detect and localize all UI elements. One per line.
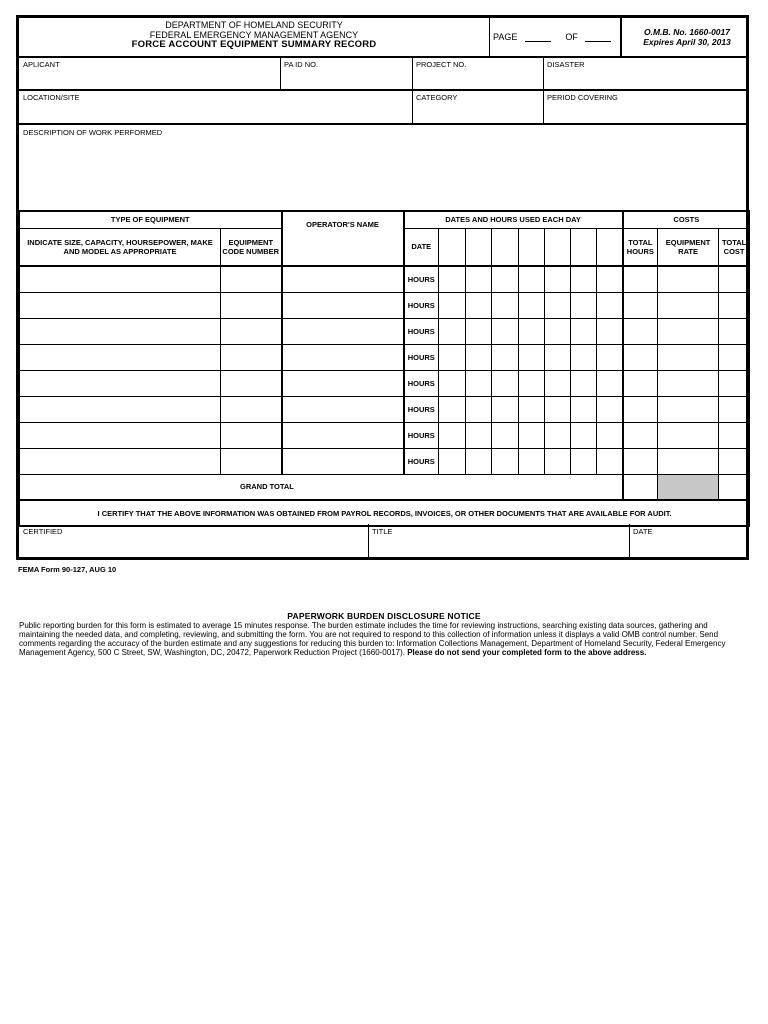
total-cost-cell[interactable] xyxy=(719,422,750,448)
grand-total-cost-cell[interactable] xyxy=(719,474,750,500)
table-row xyxy=(20,448,750,474)
equipment-rate-cell[interactable] xyxy=(658,370,719,396)
hours-cell[interactable] xyxy=(597,448,623,474)
table-row xyxy=(20,318,750,344)
equipment-code-cell[interactable] xyxy=(221,344,282,370)
table-row xyxy=(20,266,750,292)
equipment-description-cell[interactable] xyxy=(20,422,221,448)
hours-cell[interactable] xyxy=(466,344,492,370)
hours-cell[interactable] xyxy=(492,318,519,344)
period-covering-field[interactable] xyxy=(544,91,749,123)
equipment-rate-header: EQUIPMENT RATE xyxy=(658,228,719,266)
hours-cell[interactable] xyxy=(492,292,519,318)
omb-number: O.M.B. No. 1660-0017 xyxy=(644,27,730,37)
hours-label: HOURS xyxy=(404,292,439,318)
equipment-description-cell[interactable] xyxy=(20,266,221,292)
omb-expiration: Expires April 30, 2013 xyxy=(643,37,731,47)
notice-title: PAPERWORK BURDEN DISCLOSURE NOTICE xyxy=(287,611,481,621)
certified-label: CERTIFIED xyxy=(23,527,63,536)
hours-cell[interactable] xyxy=(571,344,597,370)
hours-cell[interactable] xyxy=(571,370,597,396)
date-cell[interactable] xyxy=(571,228,597,266)
location-row xyxy=(19,91,746,125)
dates-hours-header: DATES AND HOURS USED EACH DAY xyxy=(404,211,623,228)
hours-cell[interactable] xyxy=(545,344,571,370)
operators-name-header: OPERATOR'S NAME xyxy=(282,211,404,266)
equipment-rate-cell[interactable] xyxy=(658,318,719,344)
equipment-code-header: EQUIPMENT CODE NUMBER xyxy=(221,228,282,266)
agency-name: FEDERAL EMERGENCY MANAGEMENT AGENCY xyxy=(149,30,359,40)
total-cost-cell[interactable] xyxy=(719,292,750,318)
signature-row xyxy=(19,524,746,557)
equipment-rate-cell[interactable] xyxy=(658,292,719,318)
hours-label: HOURS xyxy=(404,344,439,370)
hours-label: HOURS xyxy=(404,422,439,448)
operator-name-cell[interactable] xyxy=(282,266,404,292)
equipment-rate-cell[interactable] xyxy=(658,396,719,422)
hours-label: HOURS xyxy=(404,318,439,344)
period-covering-label: PERIOD COVERING xyxy=(547,93,618,102)
certification-row xyxy=(20,500,750,526)
category-field[interactable] xyxy=(413,91,543,123)
date-cell[interactable] xyxy=(466,228,492,266)
hours-cell[interactable] xyxy=(519,266,545,292)
title-label: TITLE xyxy=(372,527,393,536)
equipment-code-cell[interactable] xyxy=(221,422,282,448)
table-row xyxy=(20,344,750,370)
equipment-rate-cell[interactable] xyxy=(658,344,719,370)
total-hours-cell[interactable] xyxy=(623,292,658,318)
operator-name-cell[interactable] xyxy=(282,370,404,396)
pa-id-field[interactable] xyxy=(281,58,412,89)
certified-field[interactable] xyxy=(19,524,368,557)
applicant-field[interactable] xyxy=(19,58,280,89)
table-row xyxy=(20,396,750,422)
hours-cell[interactable] xyxy=(492,266,519,292)
total-cost-cell[interactable] xyxy=(719,396,750,422)
page-label: PAGE xyxy=(493,32,518,42)
operator-name-cell[interactable] xyxy=(282,422,404,448)
operator-name-cell[interactable] xyxy=(282,292,404,318)
table-row xyxy=(20,370,750,396)
total-hours-header: TOTAL HOURS xyxy=(623,228,658,266)
operator-name-cell[interactable] xyxy=(282,318,404,344)
hours-cell[interactable] xyxy=(545,448,571,474)
hours-cell[interactable] xyxy=(545,370,571,396)
hours-label: HOURS xyxy=(404,266,439,292)
pa-id-label: PA ID NO. xyxy=(284,60,319,69)
description-field[interactable] xyxy=(19,125,746,210)
equipment-rate-cell[interactable] xyxy=(658,266,719,292)
form-title: FORCE ACCOUNT EQUIPMENT SUMMARY RECORD xyxy=(131,39,377,50)
grand-total-label: GRAND TOTAL xyxy=(20,474,623,500)
operator-name-cell[interactable] xyxy=(282,448,404,474)
costs-header: COSTS xyxy=(623,211,750,228)
total-cost-cell[interactable] xyxy=(719,370,750,396)
hours-cell[interactable] xyxy=(439,318,466,344)
date-cell[interactable] xyxy=(545,228,571,266)
hours-cell[interactable] xyxy=(492,422,519,448)
hours-cell[interactable] xyxy=(492,344,519,370)
date-cell[interactable] xyxy=(597,228,623,266)
hours-cell[interactable] xyxy=(597,318,623,344)
hours-label: HOURS xyxy=(404,448,439,474)
page-total-blank[interactable] xyxy=(585,32,611,42)
hours-cell[interactable] xyxy=(545,292,571,318)
date-label: DATE xyxy=(633,527,653,536)
hours-cell[interactable] xyxy=(466,292,492,318)
operator-name-cell[interactable] xyxy=(282,344,404,370)
department-name: DEPARTMENT OF HOMELAND SECURITY xyxy=(165,20,343,30)
form-title-block xyxy=(19,20,489,50)
page-number-blank[interactable] xyxy=(525,32,551,42)
notice-body xyxy=(19,621,747,657)
hours-cell[interactable] xyxy=(571,422,597,448)
hours-cell[interactable] xyxy=(571,448,597,474)
total-hours-cell[interactable] xyxy=(623,318,658,344)
hours-cell[interactable] xyxy=(466,448,492,474)
hours-cell[interactable] xyxy=(519,318,545,344)
hours-cell[interactable] xyxy=(466,422,492,448)
table-header-row-1 xyxy=(20,211,750,228)
hours-cell[interactable] xyxy=(545,422,571,448)
hours-cell[interactable] xyxy=(519,292,545,318)
applicant-label: APLICANT xyxy=(23,60,60,69)
disaster-label: DISASTER xyxy=(547,60,585,69)
hours-cell[interactable] xyxy=(597,344,623,370)
date-cell[interactable] xyxy=(492,228,519,266)
grand-total-row xyxy=(20,474,750,500)
equipment-description-cell[interactable] xyxy=(20,344,221,370)
disaster-field[interactable] xyxy=(544,58,749,89)
applicant-row xyxy=(19,58,746,91)
hours-cell[interactable] xyxy=(545,318,571,344)
equipment-code-cell[interactable] xyxy=(221,266,282,292)
equipment-description-cell[interactable] xyxy=(20,448,221,474)
form-identifier: FEMA Form 90-127, AUG 10 xyxy=(18,565,117,574)
equipment-rate-cell[interactable] xyxy=(658,448,719,474)
hours-cell[interactable] xyxy=(571,292,597,318)
notice-text: Public reporting burden for this form is estimated to average 15 minutes response. The burden estimate includes the time for reviewing instructions, searching existing data sources, gathering and maintaining the needed data, and completing, reviewing, and submitting the form. You are not required to respond to this collection of information unless it displays a valid OMB control number. Send comments regarding the accuracy of the burden estimate and any suggestions for reducing this burden to: Information Collections Management, Department of Homeland Security, Federal Emergency Management Agency, 500 C Street, SW, Washington, DC, 20472, Paperwork Reduction Project (1660-0017). xyxy=(19,621,726,657)
hours-cell[interactable] xyxy=(439,266,466,292)
total-hours-cell[interactable] xyxy=(623,344,658,370)
title-field[interactable] xyxy=(369,524,629,557)
hours-cell[interactable] xyxy=(571,396,597,422)
hours-cell[interactable] xyxy=(519,396,545,422)
hours-cell[interactable] xyxy=(519,370,545,396)
equipment-code-cell[interactable] xyxy=(221,292,282,318)
hours-cell[interactable] xyxy=(597,292,623,318)
hours-cell[interactable] xyxy=(571,266,597,292)
grand-total-rate-cell xyxy=(658,474,719,500)
hours-cell[interactable] xyxy=(439,448,466,474)
hours-cell[interactable] xyxy=(439,396,466,422)
hours-cell[interactable] xyxy=(466,318,492,344)
operator-name-cell[interactable] xyxy=(282,396,404,422)
total-cost-cell[interactable] xyxy=(719,318,750,344)
omb-number-block xyxy=(622,27,752,47)
grand-total-hours-cell[interactable] xyxy=(623,474,658,500)
total-hours-cell[interactable] xyxy=(623,370,658,396)
date-cell[interactable] xyxy=(519,228,545,266)
description-label: DESCRIPTION OF WORK PERFORMED xyxy=(23,128,163,137)
equipment-description-cell[interactable] xyxy=(20,292,221,318)
date-header: DATE xyxy=(404,228,439,266)
indicate-size-header: INDICATE SIZE, CAPACITY, HOURSEPOWER, MAKE AND MODEL AS APPROPRIATE xyxy=(20,228,221,266)
total-cost-cell[interactable] xyxy=(719,448,750,474)
hours-cell[interactable] xyxy=(466,370,492,396)
total-cost-header: TOTAL COST xyxy=(719,228,750,266)
equipment-summary-form xyxy=(16,15,749,560)
project-number-field[interactable] xyxy=(413,58,543,89)
hours-cell[interactable] xyxy=(466,266,492,292)
hours-cell[interactable] xyxy=(439,344,466,370)
project-number-label: PROJECT NO. xyxy=(416,60,467,69)
hours-cell[interactable] xyxy=(597,396,623,422)
hours-label: HOURS xyxy=(404,396,439,422)
type-of-equipment-header: TYPE OF EQUIPMENT xyxy=(20,211,282,228)
equipment-code-cell[interactable] xyxy=(221,396,282,422)
hours-cell[interactable] xyxy=(439,422,466,448)
total-cost-cell[interactable] xyxy=(719,266,750,292)
hours-cell[interactable] xyxy=(519,344,545,370)
date-cell[interactable] xyxy=(439,228,466,266)
hours-cell[interactable] xyxy=(492,448,519,474)
hours-cell[interactable] xyxy=(597,422,623,448)
hours-cell[interactable] xyxy=(466,396,492,422)
hours-label: HOURS xyxy=(404,370,439,396)
equipment-table xyxy=(19,210,750,527)
equipment-code-cell[interactable] xyxy=(221,448,282,474)
form-header xyxy=(19,18,746,58)
total-hours-cell[interactable] xyxy=(623,266,658,292)
hours-cell[interactable] xyxy=(545,396,571,422)
table-row xyxy=(20,292,750,318)
hours-cell[interactable] xyxy=(492,370,519,396)
hours-cell[interactable] xyxy=(545,266,571,292)
table-row xyxy=(20,422,750,448)
date-field[interactable] xyxy=(630,524,749,557)
notice-bold-text: Please do not send your completed form to the above address. xyxy=(407,648,647,657)
equipment-description-cell[interactable] xyxy=(20,396,221,422)
location-field[interactable] xyxy=(19,91,411,123)
equipment-description-cell[interactable] xyxy=(20,370,221,396)
total-cost-cell[interactable] xyxy=(719,344,750,370)
equipment-rate-cell[interactable] xyxy=(658,422,719,448)
of-label: OF xyxy=(565,32,578,42)
equipment-code-cell[interactable] xyxy=(221,318,282,344)
hours-cell[interactable] xyxy=(597,266,623,292)
total-hours-cell[interactable] xyxy=(623,422,658,448)
certification-statement: I CERTIFY THAT THE ABOVE INFORMATION WAS OBTAINED FROM PAYROL RECORDS, INVOICES, OR OTHER DOCUMENTS THAT ARE AVAILABLE FOR AUDIT. xyxy=(20,500,750,526)
total-hours-cell[interactable] xyxy=(623,396,658,422)
equipment-description-cell[interactable] xyxy=(20,318,221,344)
location-label: LOCATION/SITE xyxy=(23,93,80,102)
hours-cell[interactable] xyxy=(519,422,545,448)
page-field[interactable] xyxy=(493,32,611,42)
hours-cell[interactable] xyxy=(519,448,545,474)
hours-cell[interactable] xyxy=(439,292,466,318)
hours-cell[interactable] xyxy=(597,370,623,396)
hours-cell[interactable] xyxy=(492,396,519,422)
hours-cell[interactable] xyxy=(571,318,597,344)
total-hours-cell[interactable] xyxy=(623,448,658,474)
equipment-code-cell[interactable] xyxy=(221,370,282,396)
category-label: CATEGORY xyxy=(416,93,458,102)
hours-cell[interactable] xyxy=(439,370,466,396)
